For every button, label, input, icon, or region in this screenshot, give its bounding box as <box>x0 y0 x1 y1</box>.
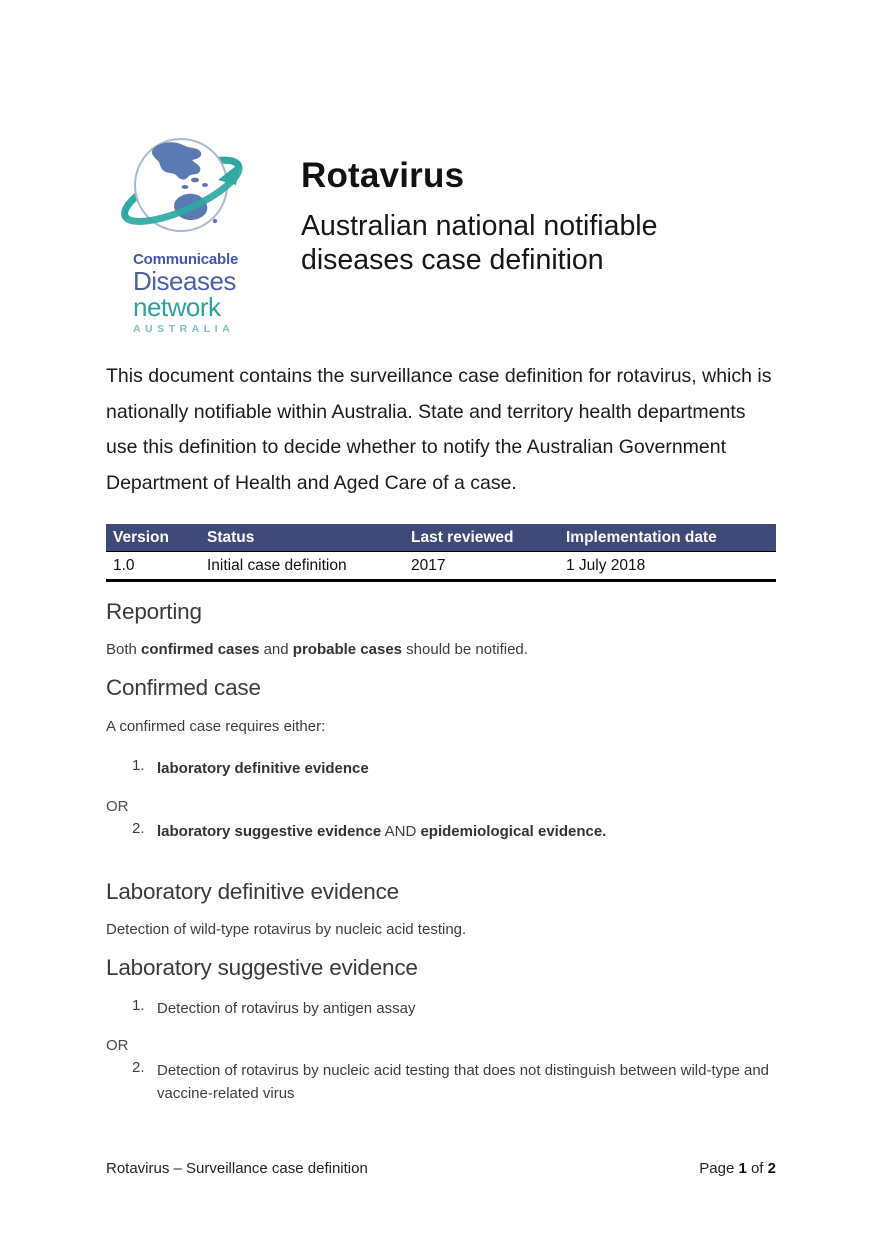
logo-word-communicable: Communicable <box>133 251 239 268</box>
logo-word-australia: AUSTRALIA <box>133 323 235 335</box>
table-row <box>106 552 776 582</box>
cell-version: 1.0 <box>113 556 135 574</box>
cell-implementation-date: 1 July 2018 <box>566 556 646 574</box>
footer-of-word: of <box>746 1160 768 1177</box>
page-subtitle: Australian national notifiable diseases case definition <box>301 210 658 276</box>
list-item <box>132 1059 777 1105</box>
page-title: Rotavirus <box>301 156 465 195</box>
cell-last-reviewed: 2017 <box>411 556 446 574</box>
footer-page-total: 2 <box>767 1160 776 1177</box>
reporting-body <box>106 641 528 658</box>
document-header <box>301 156 771 277</box>
or-separator: OR <box>106 798 129 815</box>
lab-definitive-body: Detection of wild-type rotavirus by nucleic acid testing. <box>106 921 467 938</box>
footer-document-title: Rotavirus – Surveillance case definition <box>106 1160 368 1177</box>
lab-suggestive-item2: Detection of rotavirus by nucleic acid testing that does not distinguish between wild-type and vaccine-related virus <box>157 1062 770 1102</box>
col-version: Version <box>113 528 169 546</box>
col-last-reviewed: Last reviewed <box>411 528 514 546</box>
list-item <box>132 997 415 1020</box>
list-number: 1. <box>132 757 145 774</box>
reporting-part: Both <box>106 641 142 658</box>
heading-confirmed-case: Confirmed case <box>106 675 261 700</box>
globe-swoosh-icon <box>115 133 252 245</box>
reporting-confirmed-cases: confirmed cases <box>141 641 260 658</box>
cell-status: Initial case definition <box>207 556 347 574</box>
footer-page-word: Page <box>699 1160 739 1177</box>
cdna-logo-wordmark <box>115 252 255 335</box>
heading-lab-definitive: Laboratory definitive evidence <box>106 879 399 904</box>
heading-reporting: Reporting <box>106 599 202 624</box>
confirmed-item1: laboratory definitive evidence <box>157 760 369 777</box>
list-number: 2. <box>132 1059 145 1076</box>
list-item <box>132 820 606 843</box>
confirmed-intro: A confirmed case requires either: <box>106 718 326 735</box>
col-status: Status <box>207 528 255 546</box>
lab-suggestive-item1: Detection of rotavirus by antigen assay <box>157 1000 416 1017</box>
confirmed-item2-epi: epidemiological evidence. <box>420 823 607 840</box>
col-implementation-date: Implementation date <box>566 528 717 546</box>
cdna-logo <box>115 133 255 335</box>
confirmed-item2-and: AND <box>381 823 421 840</box>
heading-lab-suggestive: Laboratory suggestive evidence <box>106 955 418 980</box>
reporting-part: should be notified. <box>402 641 528 658</box>
confirmed-item2-lab: laboratory suggestive evidence <box>157 823 382 840</box>
reporting-part: and <box>259 641 293 658</box>
logo-word-network: network <box>133 292 221 322</box>
or-separator: OR <box>106 1037 129 1054</box>
list-number: 2. <box>132 820 145 837</box>
list-number: 1. <box>132 997 145 1014</box>
footer-page-number: 1 <box>738 1160 747 1177</box>
list-item <box>132 757 369 780</box>
version-table <box>106 524 776 582</box>
reporting-probable-cases: probable cases <box>292 641 403 658</box>
intro-paragraph: This document contains the surveillance case definition for rotavirus, which is nationally notifiable within Australia. State and territory health departments use this definition to decide whether to notify the Australian Government Department of Health and Aged Care of a case. <box>106 365 772 494</box>
version-table-header <box>106 524 776 552</box>
page-footer <box>106 1160 776 1177</box>
footer-page-indicator <box>699 1160 776 1177</box>
confirmed-item2 <box>157 820 606 843</box>
logo-word-diseases: Diseases <box>133 266 236 296</box>
